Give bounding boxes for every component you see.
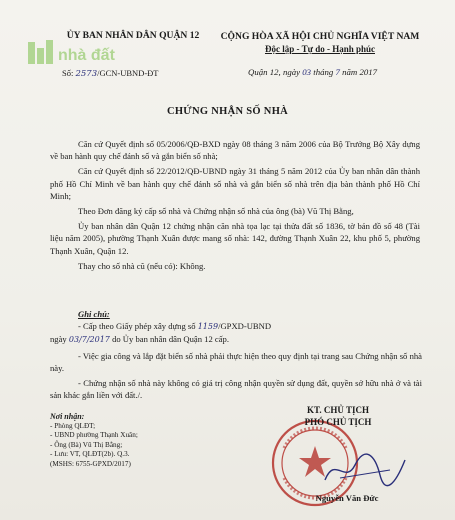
notes-date-label: ngày (50, 334, 67, 345)
notes-issuer: do Ủy ban nhân dân Quận 12 cấp. (112, 334, 230, 345)
handwritten-signature (320, 450, 410, 490)
date-month-label: tháng (313, 67, 334, 77)
document-title: CHỨNG NHẬN SỐ NHÀ (166, 106, 289, 117)
docno-prefix: Số: (62, 68, 74, 78)
notes-permit-number: 1159 (197, 322, 219, 332)
document-body (50, 138, 420, 275)
notes-item: - Chứng nhận số nhà này không có giá trị công nhận quyền sử dụng đất, quyền sở hữu nhà ở và tài sản khác gắn liền với đất./. (50, 378, 422, 401)
notes-section (50, 308, 422, 404)
recipients-list (50, 412, 225, 469)
issue-date (248, 67, 377, 77)
notes-permit-text: - Cấp theo Giấy phép xây dựng số (78, 321, 196, 332)
signature-title: KT. CHỦ TỊCH (307, 405, 369, 415)
notes-item: - Việc gia công và lắp đặt biển số nhà phải thực hiện theo quy định tại trang sau Chứng nhận số nhà này. (50, 350, 422, 373)
body-paragraph: Căn cứ Quyết định số 05/2006/QĐ-BXD ngày 08 tháng 3 năm 2006 của Bộ Trưởng Bộ Xây dựng về ban hành quy chế đánh số và gắn biển số nhà; (50, 139, 420, 162)
document-number (62, 68, 159, 79)
recipient-item: - Lưu: VT, QLĐT(2b). Q.3. (50, 450, 130, 458)
date-year: năm 2017 (342, 67, 378, 77)
docno-handwritten: 2573 (75, 69, 98, 79)
date-month: 7 (335, 67, 340, 77)
signature-subtitle: PHÓ CHỦ TỊCH (304, 417, 372, 427)
body-paragraph: Ủy ban nhân dân Quận 12 chứng nhận căn nhà tọa lạc tại thửa đất số 1836, tờ bản đồ số 48 (Tài liệu năm 2005), phường Thạnh Xuân được mang số nhà: 142, đường Thạnh Xuân 22, khu phố 5, phường Thạnh Xuân, Quận 12. (50, 221, 420, 256)
recipient-item: - UBND phường Thạnh Xuân; (50, 431, 138, 439)
recipients-label: Nơi nhận: (50, 412, 85, 421)
watermark-text: nhà đất (58, 47, 115, 64)
recipient-item: - Phòng QLĐT; (50, 421, 96, 430)
notes-item (50, 320, 422, 346)
body-paragraph: Thay cho số nhà cũ (nếu có): Không. (78, 260, 206, 271)
issuer-header (58, 30, 208, 41)
issuer-name: ỦY BAN NHÂN DÂN QUẬN 12 (66, 30, 200, 41)
national-motto: Độc lập - Tự do - Hạnh phúc (264, 44, 375, 54)
notes-permit-suffix: /GPXD-UBND (218, 321, 272, 332)
notes-label: Ghi chú: (78, 309, 110, 319)
date-day: 03 (302, 67, 312, 77)
watermark-logo (28, 38, 138, 68)
body-paragraph: Theo Đơn đăng ký cấp số nhà và Chứng nhận số nhà của ông (bà) Vũ Thị Bằng, (78, 206, 354, 217)
body-paragraph: Căn cứ Quyết định số 22/2012/QĐ-UBND ngày 31 tháng 5 năm 2012 của Ủy ban nhân dân thành phố Hồ Chí Minh về ban hành quy chế đánh số nhà và gắn biển số nhà trên địa bàn thành phố Hồ Chí Minh; (50, 166, 420, 201)
signature-block (258, 404, 418, 428)
notes-permit-date: 03/7/2017 (68, 335, 110, 345)
docno-suffix: /GCN-UBND-ĐT (97, 68, 159, 78)
signer-name: Nguyễn Văn Đức (315, 493, 379, 503)
recipient-item: - Ông (Bà) Vũ Thị Bằng; (50, 440, 123, 449)
national-header (200, 30, 440, 56)
date-place: Quận 12, ngày (248, 67, 301, 77)
recipient-item: (MSHS: 6755-GPXD/2017) (50, 459, 131, 468)
national-title: CỘNG HÒA XÃ HỘI CHỦ NGHĨA VIỆT NAM (220, 31, 420, 42)
